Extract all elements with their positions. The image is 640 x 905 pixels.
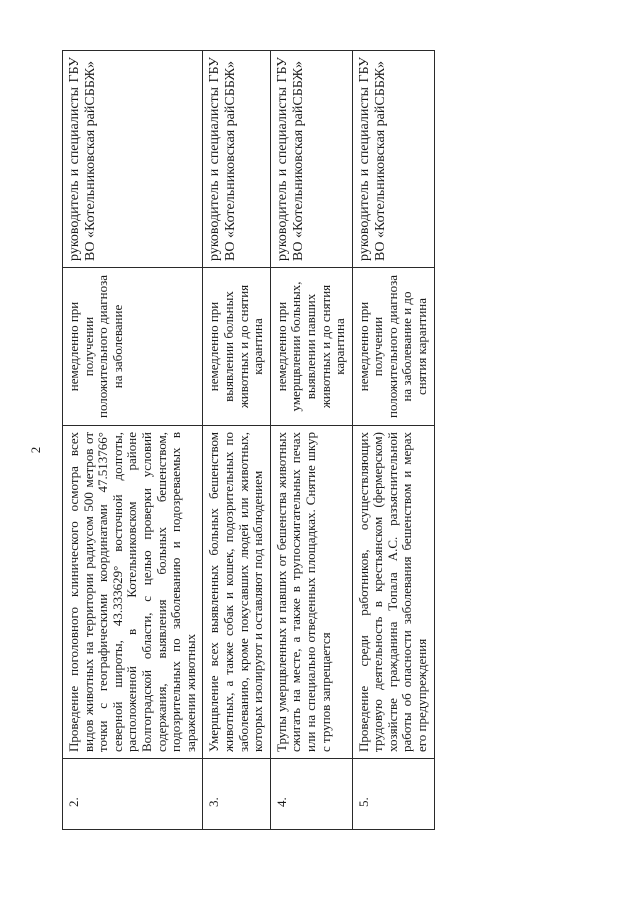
- table-row: [270, 51, 352, 830]
- table-row: [203, 51, 270, 830]
- row-number: 3.: [203, 759, 270, 830]
- event-term: немедленно при получении положительного диагноза на заболевание и до снятия карантина: [352, 268, 434, 426]
- table-row: [63, 51, 203, 830]
- event-description: Проведение среди работников, осуществляющих трудовую деятельность в крестьянском (фермерском) хозяйстве гражданина Топала А.С. разъяснительной работы об опасности заболевания бешенством и мерах его предупреждения: [352, 426, 434, 759]
- table-row: [352, 51, 434, 830]
- event-description: Проведение поголовного клинического осмотра всех видов животных на территории радиусом 500 метров от точки с географическими координатами 47.513766° северной широты, 43.333629° восточной долготы, расположенной в Котельниковском районе Волгоградской области, с целью проверки условий содержания, выявления больных бешенством, подозрительных по заболеванию и подозреваемых в заражении животных: [63, 426, 203, 759]
- event-responsible: руководитель и специалисты ГБУ ВО «Котельниковская райСББЖ»: [352, 51, 434, 268]
- measures-table: [62, 50, 435, 830]
- row-number: 5.: [352, 759, 434, 830]
- event-term: немедленно при умерщвлении больных, выявлении павших животных и до снятия карантина: [270, 268, 352, 426]
- event-responsible: руководитель и специалисты ГБУ ВО «Котельниковская райСББЖ»: [270, 51, 352, 268]
- row-number: 2.: [63, 759, 203, 830]
- event-description: Трупы умерщвленных и павших от бешенства животных сжигать на месте, а также в трупосжигательных печах или на специально отведенных площадках. Снятие шкур с трупов запрещается: [270, 426, 352, 759]
- event-responsible: руководитель и специалисты ГБУ ВО «Котельниковская райСББЖ»: [63, 51, 203, 268]
- event-description: Умерщвление всех выявленных больных бешенством животных, а также собак и кошек, подозрительных по заболеванию, кроме покусавших людей или животных, которых изолируют и оставляют под наблюдением: [203, 426, 270, 759]
- page-number: 2: [28, 446, 43, 454]
- event-term: немедленно при выявлении больных животных и до снятия карантина: [203, 268, 270, 426]
- event-term: немедленно при получении положительного диагноза на заболевание: [63, 268, 203, 426]
- row-number: 4.: [270, 759, 352, 830]
- event-responsible: руководитель и специалисты ГБУ ВО «Котельниковская райСББЖ»: [203, 51, 270, 268]
